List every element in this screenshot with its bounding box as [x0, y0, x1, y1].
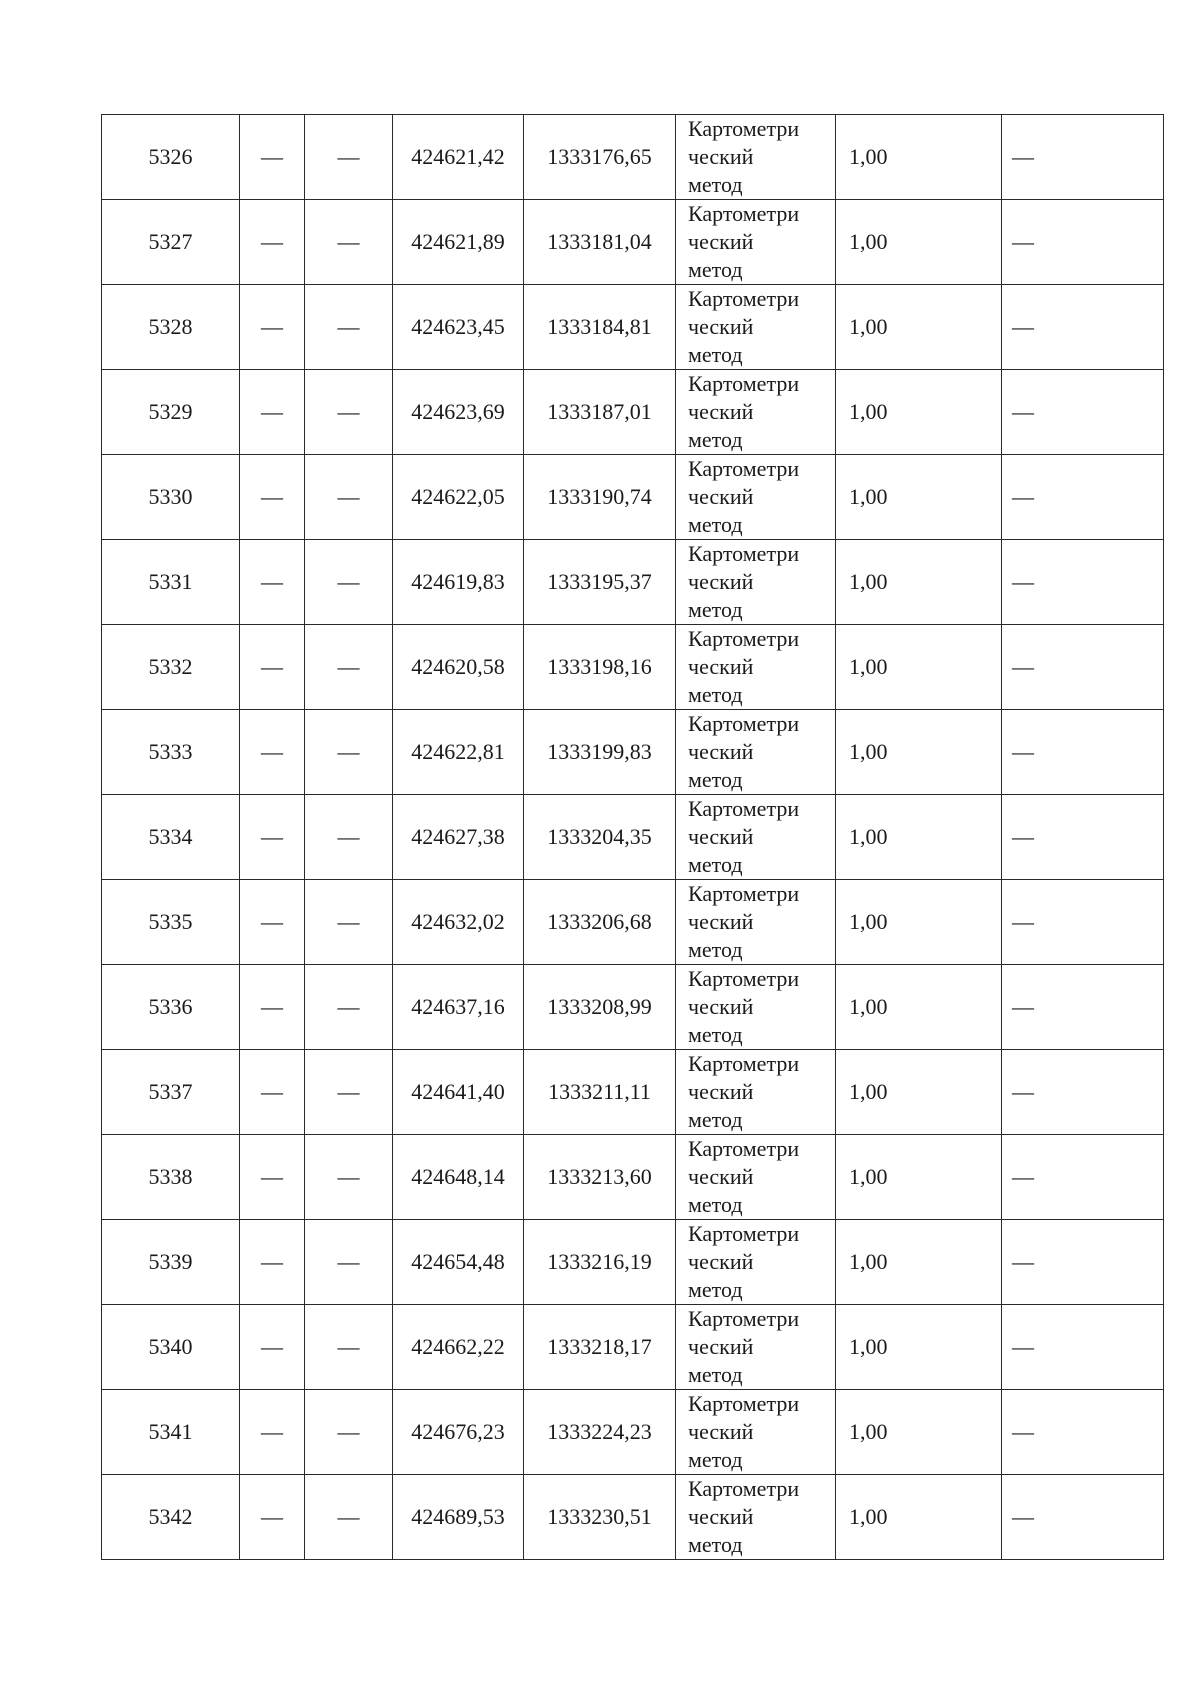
point-number: 5335: [148, 909, 193, 934]
dash: —: [1012, 399, 1034, 424]
accuracy-value: 1,00: [849, 1249, 888, 1274]
dash: —: [261, 484, 283, 509]
point-number-cell: [102, 965, 240, 1050]
point-number-cell: [102, 1390, 240, 1475]
method-cell: [676, 625, 836, 710]
x-coordinate: 424676,23: [411, 1419, 505, 1444]
accuracy-value: 1,00: [849, 399, 888, 424]
description-cell: [1002, 115, 1164, 200]
accuracy-value: 1,00: [849, 144, 888, 169]
point-number-cell: [102, 115, 240, 200]
method-text: Картометри ческий метод: [688, 1391, 800, 1472]
dash: —: [261, 909, 283, 934]
table-row: [102, 1305, 1164, 1390]
point-number-cell: [102, 880, 240, 965]
dash: —: [1012, 654, 1034, 679]
description-cell: [1002, 1135, 1164, 1220]
method-text: Картометри ческий метод: [688, 1476, 800, 1557]
accuracy-cell: [836, 710, 1002, 795]
point-number: 5337: [148, 1079, 193, 1104]
accuracy-value: 1,00: [849, 654, 888, 679]
method-text: Картометри ческий метод: [688, 1136, 800, 1217]
accuracy-cell: [836, 1390, 1002, 1475]
method-cell: [676, 965, 836, 1050]
method-cell: [676, 115, 836, 200]
table-row: [102, 795, 1164, 880]
point-number: 5336: [148, 994, 193, 1019]
dash: —: [1012, 1249, 1034, 1274]
dash: —: [1012, 1164, 1034, 1189]
x-coordinate-cell: [393, 200, 524, 285]
x-coordinate: 424623,45: [411, 314, 505, 339]
y-coordinate-cell: [524, 1390, 676, 1475]
empty-cell-2: [305, 1475, 393, 1560]
x-coordinate: 424622,05: [411, 484, 505, 509]
dash: —: [261, 739, 283, 764]
x-coordinate-cell: [393, 370, 524, 455]
y-coordinate: 1333198,16: [547, 654, 652, 679]
dash: —: [337, 314, 360, 339]
y-coordinate: 1333181,04: [547, 229, 652, 254]
dash: —: [1012, 1504, 1034, 1529]
method-text: Картометри ческий метод: [688, 1306, 800, 1387]
accuracy-cell: [836, 1135, 1002, 1220]
method-text: Картометри ческий метод: [688, 541, 800, 622]
point-number: 5331: [148, 569, 193, 594]
table-row: [102, 285, 1164, 370]
y-coordinate-cell: [524, 1305, 676, 1390]
point-number: 5342: [148, 1504, 193, 1529]
point-number: 5334: [148, 824, 193, 849]
method-text: Картометри ческий метод: [688, 1221, 800, 1302]
y-coordinate-cell: [524, 1050, 676, 1135]
dash: —: [1012, 1079, 1034, 1104]
dash: —: [261, 1164, 283, 1189]
method-cell: [676, 1305, 836, 1390]
method-cell: [676, 1220, 836, 1305]
description-cell: [1002, 795, 1164, 880]
x-coordinate-cell: [393, 1220, 524, 1305]
dash: —: [337, 1334, 360, 1359]
x-coordinate: 424654,48: [411, 1249, 505, 1274]
empty-cell-2: [305, 540, 393, 625]
dash: —: [1012, 569, 1034, 594]
method-cell: [676, 1390, 836, 1475]
accuracy-cell: [836, 880, 1002, 965]
table-row: [102, 1220, 1164, 1305]
y-coordinate: 1333187,01: [547, 399, 652, 424]
x-coordinate: 424648,14: [411, 1164, 505, 1189]
empty-cell-1: [240, 1050, 305, 1135]
accuracy-value: 1,00: [849, 994, 888, 1019]
y-coordinate-cell: [524, 795, 676, 880]
dash: —: [1012, 909, 1034, 934]
point-number: 5341: [148, 1419, 193, 1444]
y-coordinate: 1333218,17: [547, 1334, 652, 1359]
empty-cell-2: [305, 625, 393, 710]
dash: —: [261, 1419, 283, 1444]
dash: —: [261, 1249, 283, 1274]
empty-cell-2: [305, 200, 393, 285]
x-coordinate-cell: [393, 285, 524, 370]
method-cell: [676, 1475, 836, 1560]
x-coordinate: 424637,16: [411, 994, 505, 1019]
point-number: 5333: [148, 739, 193, 764]
x-coordinate-cell: [393, 1475, 524, 1560]
x-coordinate-cell: [393, 540, 524, 625]
table-row: [102, 625, 1164, 710]
dash: —: [1012, 314, 1034, 339]
y-coordinate: 1333199,83: [547, 739, 652, 764]
y-coordinate: 1333213,60: [547, 1164, 652, 1189]
description-cell: [1002, 1050, 1164, 1135]
point-number: 5330: [148, 484, 193, 509]
description-cell: [1002, 1390, 1164, 1475]
accuracy-value: 1,00: [849, 1419, 888, 1444]
table-row: [102, 880, 1164, 965]
x-coordinate: 424689,53: [411, 1504, 505, 1529]
method-text: Картометри ческий метод: [688, 881, 800, 962]
method-text: Картометри ческий метод: [688, 286, 800, 367]
point-number-cell: [102, 285, 240, 370]
table-row: [102, 200, 1164, 285]
empty-cell-2: [305, 115, 393, 200]
accuracy-value: 1,00: [849, 1504, 888, 1529]
empty-cell-1: [240, 1135, 305, 1220]
x-coordinate: 424619,83: [411, 569, 505, 594]
empty-cell-1: [240, 200, 305, 285]
dash: —: [337, 824, 360, 849]
method-text: Картометри ческий метод: [688, 796, 800, 877]
y-coordinate-cell: [524, 965, 676, 1050]
method-text: Картометри ческий метод: [688, 201, 800, 282]
coordinates-table: [101, 114, 1164, 1560]
y-coordinate: 1333216,19: [547, 1249, 652, 1274]
dash: —: [261, 569, 283, 594]
point-number-cell: [102, 1475, 240, 1560]
dash: —: [337, 144, 360, 169]
method-cell: [676, 880, 836, 965]
point-number-cell: [102, 540, 240, 625]
method-text: Картометри ческий метод: [688, 711, 800, 792]
description-cell: [1002, 455, 1164, 540]
y-coordinate: 1333211,11: [548, 1079, 651, 1104]
empty-cell-2: [305, 285, 393, 370]
accuracy-value: 1,00: [849, 739, 888, 764]
empty-cell-2: [305, 1050, 393, 1135]
empty-cell-2: [305, 1220, 393, 1305]
accuracy-value: 1,00: [849, 1164, 888, 1189]
y-coordinate-cell: [524, 710, 676, 795]
dash: —: [337, 909, 360, 934]
empty-cell-1: [240, 455, 305, 540]
dash: —: [261, 654, 283, 679]
empty-cell-1: [240, 115, 305, 200]
y-coordinate-cell: [524, 455, 676, 540]
x-coordinate: 424622,81: [411, 739, 505, 764]
y-coordinate-cell: [524, 115, 676, 200]
dash: —: [337, 739, 360, 764]
dash: —: [1012, 1334, 1034, 1359]
method-text: Картометри ческий метод: [688, 116, 800, 197]
dash: —: [337, 229, 360, 254]
dash: —: [261, 1334, 283, 1359]
x-coordinate: 424621,42: [411, 144, 505, 169]
y-coordinate: 1333206,68: [547, 909, 652, 934]
description-cell: [1002, 1475, 1164, 1560]
description-cell: [1002, 200, 1164, 285]
y-coordinate-cell: [524, 1220, 676, 1305]
accuracy-value: 1,00: [849, 824, 888, 849]
description-cell: [1002, 285, 1164, 370]
x-coordinate: 424623,69: [411, 399, 505, 424]
dash: —: [337, 569, 360, 594]
point-number: 5338: [148, 1164, 193, 1189]
table-row: [102, 540, 1164, 625]
y-coordinate: 1333190,74: [547, 484, 652, 509]
table-row: [102, 1390, 1164, 1475]
dash: —: [337, 1164, 360, 1189]
y-coordinate: 1333176,65: [547, 144, 652, 169]
point-number: 5327: [148, 229, 193, 254]
accuracy-cell: [836, 795, 1002, 880]
accuracy-value: 1,00: [849, 229, 888, 254]
x-coordinate-cell: [393, 1135, 524, 1220]
point-number: 5329: [148, 399, 193, 424]
empty-cell-2: [305, 455, 393, 540]
point-number-cell: [102, 370, 240, 455]
dash: —: [1012, 229, 1034, 254]
point-number-cell: [102, 1050, 240, 1135]
method-text: Картометри ческий метод: [688, 1051, 800, 1132]
x-coordinate-cell: [393, 710, 524, 795]
accuracy-cell: [836, 115, 1002, 200]
empty-cell-2: [305, 370, 393, 455]
point-number-cell: [102, 455, 240, 540]
x-coordinate-cell: [393, 1050, 524, 1135]
point-number: 5326: [148, 144, 193, 169]
table-body: [102, 115, 1164, 1560]
y-coordinate-cell: [524, 200, 676, 285]
method-text: Картометри ческий метод: [688, 966, 800, 1047]
accuracy-cell: [836, 1220, 1002, 1305]
point-number-cell: [102, 1305, 240, 1390]
y-coordinate-cell: [524, 285, 676, 370]
point-number: 5340: [148, 1334, 193, 1359]
y-coordinate: 1333184,81: [547, 314, 652, 339]
method-text: Картометри ческий метод: [688, 626, 800, 707]
empty-cell-1: [240, 285, 305, 370]
dash: —: [1012, 739, 1034, 764]
y-coordinate-cell: [524, 1475, 676, 1560]
dash: —: [337, 994, 360, 1019]
x-coordinate: 424620,58: [411, 654, 505, 679]
y-coordinate: 1333224,23: [547, 1419, 652, 1444]
table-row: [102, 115, 1164, 200]
accuracy-cell: [836, 625, 1002, 710]
dash: —: [337, 1504, 360, 1529]
method-cell: [676, 285, 836, 370]
dash: —: [337, 1079, 360, 1104]
empty-cell-2: [305, 965, 393, 1050]
y-coordinate: 1333230,51: [547, 1504, 652, 1529]
accuracy-cell: [836, 370, 1002, 455]
method-text: Картометри ческий метод: [688, 371, 800, 452]
description-cell: [1002, 370, 1164, 455]
dash: —: [337, 654, 360, 679]
y-coordinate-cell: [524, 1135, 676, 1220]
description-cell: [1002, 1220, 1164, 1305]
point-number: 5339: [148, 1249, 193, 1274]
y-coordinate: 1333195,37: [547, 569, 652, 594]
method-text: Картометри ческий метод: [688, 456, 800, 537]
empty-cell-1: [240, 625, 305, 710]
empty-cell-1: [240, 795, 305, 880]
accuracy-cell: [836, 1475, 1002, 1560]
table-row: [102, 370, 1164, 455]
accuracy-cell: [836, 455, 1002, 540]
x-coordinate: 424662,22: [411, 1334, 505, 1359]
dash: —: [261, 399, 283, 424]
table-row: [102, 1050, 1164, 1135]
x-coordinate-cell: [393, 795, 524, 880]
accuracy-cell: [836, 1050, 1002, 1135]
dash: —: [337, 1419, 360, 1444]
point-number-cell: [102, 795, 240, 880]
dash: —: [261, 229, 283, 254]
accuracy-value: 1,00: [849, 314, 888, 339]
table-row: [102, 1475, 1164, 1560]
y-coordinate: 1333204,35: [547, 824, 652, 849]
y-coordinate-cell: [524, 370, 676, 455]
method-cell: [676, 540, 836, 625]
x-coordinate: 424621,89: [411, 229, 505, 254]
empty-cell-2: [305, 710, 393, 795]
empty-cell-1: [240, 965, 305, 1050]
dash: —: [337, 1249, 360, 1274]
x-coordinate-cell: [393, 455, 524, 540]
empty-cell-1: [240, 370, 305, 455]
dash: —: [1012, 484, 1034, 509]
point-number: 5328: [148, 314, 193, 339]
x-coordinate: 424641,40: [411, 1079, 505, 1104]
x-coordinate-cell: [393, 965, 524, 1050]
table-row: [102, 965, 1164, 1050]
dash: —: [1012, 1419, 1034, 1444]
empty-cell-2: [305, 1305, 393, 1390]
y-coordinate-cell: [524, 540, 676, 625]
method-cell: [676, 1050, 836, 1135]
method-cell: [676, 795, 836, 880]
dash: —: [1012, 994, 1034, 1019]
table-row: [102, 710, 1164, 795]
method-cell: [676, 1135, 836, 1220]
point-number-cell: [102, 1220, 240, 1305]
empty-cell-2: [305, 1135, 393, 1220]
accuracy-cell: [836, 285, 1002, 370]
dash: —: [1012, 144, 1034, 169]
empty-cell-1: [240, 1220, 305, 1305]
accuracy-value: 1,00: [849, 569, 888, 594]
point-number-cell: [102, 625, 240, 710]
empty-cell-2: [305, 880, 393, 965]
x-coordinate-cell: [393, 880, 524, 965]
accuracy-value: 1,00: [849, 1079, 888, 1104]
empty-cell-2: [305, 1390, 393, 1475]
accuracy-cell: [836, 540, 1002, 625]
y-coordinate-cell: [524, 625, 676, 710]
point-number-cell: [102, 200, 240, 285]
dash: —: [1012, 824, 1034, 849]
accuracy-value: 1,00: [849, 909, 888, 934]
dash: —: [261, 1079, 283, 1104]
description-cell: [1002, 710, 1164, 795]
method-cell: [676, 710, 836, 795]
empty-cell-1: [240, 1390, 305, 1475]
empty-cell-1: [240, 710, 305, 795]
empty-cell-1: [240, 1305, 305, 1390]
accuracy-cell: [836, 1305, 1002, 1390]
description-cell: [1002, 540, 1164, 625]
dash: —: [261, 144, 283, 169]
y-coordinate: 1333208,99: [547, 994, 652, 1019]
empty-cell-1: [240, 1475, 305, 1560]
description-cell: [1002, 880, 1164, 965]
description-cell: [1002, 625, 1164, 710]
x-coordinate: 424632,02: [411, 909, 505, 934]
x-coordinate: 424627,38: [411, 824, 505, 849]
x-coordinate-cell: [393, 1390, 524, 1475]
accuracy-cell: [836, 965, 1002, 1050]
method-cell: [676, 455, 836, 540]
dash: —: [261, 824, 283, 849]
description-cell: [1002, 1305, 1164, 1390]
accuracy-value: 1,00: [849, 484, 888, 509]
method-cell: [676, 200, 836, 285]
empty-cell-2: [305, 795, 393, 880]
table-row: [102, 1135, 1164, 1220]
dash: —: [261, 314, 283, 339]
point-number-cell: [102, 710, 240, 795]
y-coordinate-cell: [524, 880, 676, 965]
point-number: 5332: [148, 654, 193, 679]
dash: —: [261, 1504, 283, 1529]
x-coordinate-cell: [393, 115, 524, 200]
x-coordinate-cell: [393, 625, 524, 710]
empty-cell-1: [240, 880, 305, 965]
description-cell: [1002, 965, 1164, 1050]
table-row: [102, 455, 1164, 540]
dash: —: [337, 399, 360, 424]
dash: —: [261, 994, 283, 1019]
empty-cell-1: [240, 540, 305, 625]
method-cell: [676, 370, 836, 455]
accuracy-value: 1,00: [849, 1334, 888, 1359]
point-number-cell: [102, 1135, 240, 1220]
dash: —: [337, 484, 360, 509]
x-coordinate-cell: [393, 1305, 524, 1390]
accuracy-cell: [836, 200, 1002, 285]
